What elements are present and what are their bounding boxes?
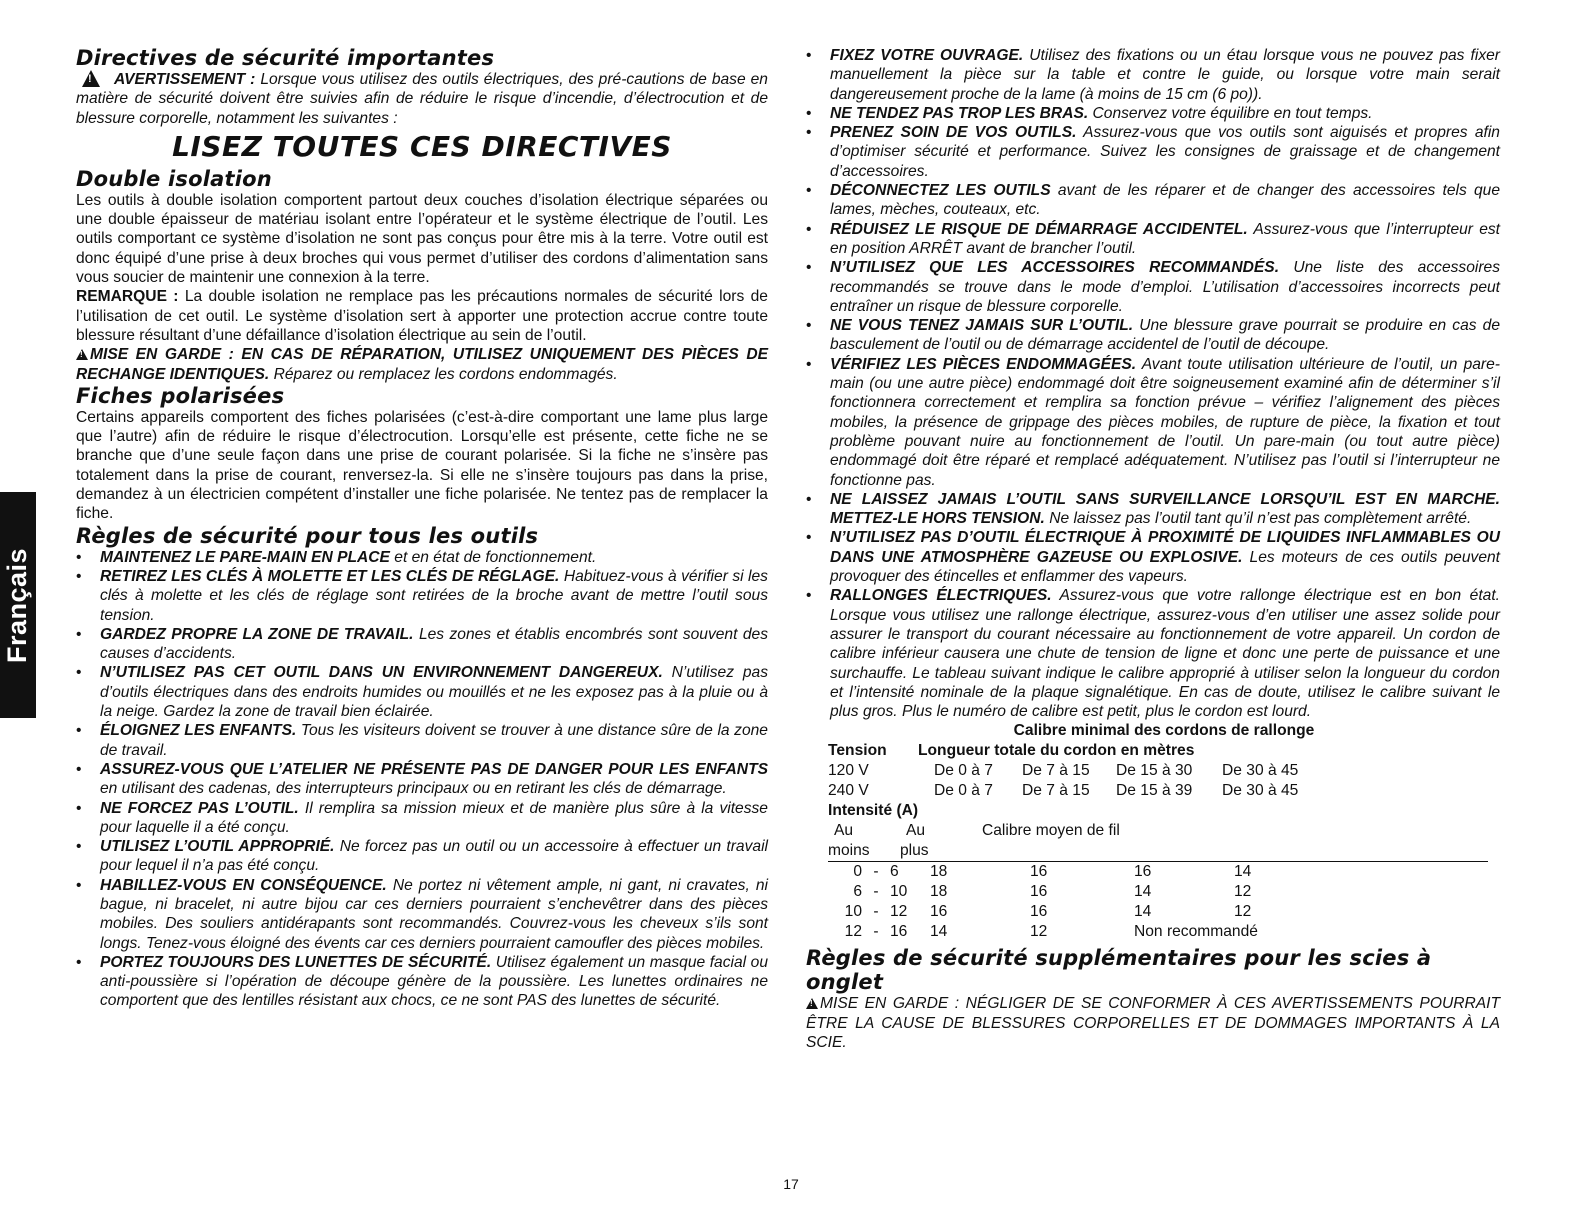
heading-regles-outils: Règles de sécurité pour tous les outils <box>76 523 539 548</box>
rule-bold: N’UTILISEZ QUE LES ACCESSOIRES RECOMMANDÉS. <box>830 259 1280 277</box>
amp-cell: 12 <box>844 923 862 941</box>
rule-bold: NE TENDEZ PAS TROP LES BRAS. <box>830 104 1089 122</box>
au-label: Au <box>906 822 926 840</box>
rule-bold: HABILLEZ-VOUS EN CONSÉQUENCE. <box>100 876 387 894</box>
rule-text: Habituez-vous à vérifier si les clés à molette et les clés de réglage sont retirées de la broche avant de mettre l’outil sous tension. <box>100 567 768 624</box>
gauge-cell: 18 <box>930 863 948 881</box>
amp-cell: 0 <box>853 863 862 881</box>
longueur-header: Longueur totale du cordon en mètres <box>918 742 1195 760</box>
rule-bold: DÉCONNECTEZ LES OUTILS <box>830 182 1051 200</box>
rule-text: Assurez-vous que votre rallonge électrique est en bon état. Lorsque vous utilisez une rallonge électrique, assurez-vous d’en utiliser une assez solide pour assurer le transport du courant nécessaire au fonctionnement de votre appareil. Un cordon de calibre inférieur causera une chute de tension de ligne et donc une perte de puissance et une surchauffe. Le tableau suivant indique le calibre approprié à utiliser selon la longueur du cordon et l’intensité nominale de la plaque signalétique. En cas de doute, utilisez le calibre suivant le plus gros. Plus le numéro de calibre est petit, plus le cordon est lourd. <box>830 587 1500 721</box>
gauge-cell: 16 <box>1030 903 1048 921</box>
length-cell: De 7 à 15 <box>1022 782 1090 800</box>
length-cell: De 15 à 39 <box>1116 782 1193 800</box>
table-row <box>828 902 1500 922</box>
remarque-label: REMARQUE : <box>76 288 179 306</box>
left-column <box>76 46 768 1011</box>
voltage-cell: 240 V <box>828 782 869 800</box>
rule-bold: N’UTILISEZ PAS CET OUTIL DANS UN ENVIRONNEMENT DANGEREUX. <box>100 664 663 682</box>
remarque-paragraph <box>76 287 768 345</box>
rule-bold: RALLONGES ÉLECTRIQUES. <box>830 587 1052 605</box>
list-item <box>76 721 768 760</box>
plus-label: plus <box>900 842 929 860</box>
scies-warning-text: MISE EN GARDE : NÉGLIGER DE SE CONFORMER À CES AVERTISSEMENTS POURRAIT ÊTRE LA CAUSE DE BLESSURES CORPORELLES ET DE DOMMAGES IMPORTANTS À LA SCIE. <box>806 995 1500 1051</box>
list-item <box>806 258 1500 316</box>
list-item <box>76 567 768 625</box>
mise-en-garde-paragraph <box>76 345 768 384</box>
rule-text: Utilisez des fixations ou un étau lorsque vous ne pouvez pas fixer manuellement la pièce sur la table et contre le guide, ou lorsque votre main serait dangereusement proche de la lame (à moins de 15 cm (6 po)). <box>830 47 1500 103</box>
rule-text: avant de les réparer et de changer des accessoires tels que lames, mèches, couteaux, etc. <box>830 182 1500 219</box>
intensite-header: Intensité (A) <box>828 802 919 820</box>
au-label: Au <box>834 822 854 840</box>
list-item <box>806 220 1500 259</box>
gauge-cell: 16 <box>1030 883 1048 901</box>
length-cell: De 15 à 30 <box>1116 762 1193 780</box>
length-cell: De 30 à 45 <box>1222 782 1299 800</box>
rule-bold: GARDEZ PROPRE LA ZONE DE TRAVAIL. <box>100 625 414 643</box>
heading-fiches-polarisees: Fiches polarisées <box>76 383 285 408</box>
table-caption: Calibre minimal des cordons de rallonge <box>1013 722 1315 740</box>
gauge-cell: 12 <box>1234 903 1252 921</box>
rule-text: Il remplira sa mission mieux et de manière plus sûre à la vitesse pour laquelle il a été conçu. <box>100 799 768 836</box>
length-cell: De 0 à 7 <box>934 782 993 800</box>
voltage-cell: 120 V <box>828 762 869 780</box>
extension-cord-table <box>828 721 1500 942</box>
table-row <box>828 862 1500 882</box>
list-item <box>76 548 768 567</box>
rule-text: Ne portez ni vêtement ample, ni gant, ni cravates, ni bague, ni bracelet, ni autre bijou car ces derniers pourraient s’enchevêtrer dans des pièces mobiles. Des souliers antidérapants sont recommandés. Couvrez-vous les cheveux s’ils sont longs. Tenez-vous éloigné des évents car ces derniers pourraient camoufler des pièces mobiles. <box>100 876 768 952</box>
list-item <box>806 181 1500 220</box>
table-subheader-row <box>828 821 1500 841</box>
list-item <box>806 586 1500 721</box>
remarque-text: La double isolation ne remplace pas les précautions normales de sécurité lors de l’utilisation de cet outil. Le système d’isolation sert à apporter une protection accrue contre toute blessure résultant d’une défaillance d’isolation électrique au sein de l’outil. <box>76 288 768 344</box>
gauge-cell: 14 <box>1134 883 1152 901</box>
dash-cell: - <box>873 903 879 921</box>
gauge-cell: 16 <box>930 903 948 921</box>
rule-bold: PORTEZ TOUJOURS DES LUNETTES DE SÉCURITÉ. <box>100 953 492 971</box>
length-cell: De 0 à 7 <box>934 762 993 780</box>
rule-bold: RÉDUISEZ LE RISQUE DE DÉMARRAGE ACCIDENTEL. <box>830 220 1248 238</box>
dash-cell: - <box>873 923 879 941</box>
length-cell: De 30 à 45 <box>1222 762 1299 780</box>
list-item <box>806 355 1500 490</box>
rule-bold: NE FORCEZ PAS L’OUTIL. <box>100 799 299 817</box>
warning-triangle-icon <box>76 349 88 360</box>
left-rules-list <box>76 548 768 1011</box>
scies-warning-paragraph <box>806 994 1500 1052</box>
gauge-cell: 12 <box>1030 923 1048 941</box>
rule-text: Utilisez également un masque facial ou anti-poussière si l’opération de découpe génère de la poussière. Les lunettes ordinaires ne comportent que des lentilles résistant aux chocs, ce ne sont PAS des lunettes de sécurité. <box>100 953 768 1010</box>
rule-text: Les zones et établis encombrés sont souvent des causes d’accidents. <box>100 625 768 663</box>
list-item <box>76 837 768 876</box>
table-subheader-row <box>828 841 1500 861</box>
rule-text: Ne laissez pas l’outil tant qu’il n’est pas complètement arrêté. <box>1049 510 1472 528</box>
rule-bold: NE LAISSEZ JAMAIS L’OUTIL SANS SURVEILLANCE LORSQU’IL EST EN MARCHE. METTEZ-LE HORS TENSION. <box>830 490 1500 528</box>
heading-directives: Directives de sécurité importantes <box>76 46 495 70</box>
language-side-tab <box>0 492 36 718</box>
gauge-cell: 14 <box>1134 903 1152 921</box>
rule-text: Avant toute utilisation ultérieure de l’outil, un pare-main (ou une autre pièce) endommagé doit être soigneusement examiné afin de déterminer s’il fonctionnera correctement et remplira sa fonction prévue – vérifiez l’alignement des pièces mobiles, la présence de grippage des pièces mobiles, de rupture de pièce, la fixation et tout problème pouvant nuire au fonctionnement de l’outil. Un pare-main (ou tout autre pièce) endommagé doit être réparé et remplacé adéquatement. N’utilisez pas l’outil si l’interrupteur ne fonctionne pas. <box>830 355 1500 489</box>
rule-text: Assurez-vous que vos outils sont aiguisés et propres afin d’optimiser sécurité et performance. Suivez les consignes de graissage et de changement d’accessoires. <box>830 124 1500 180</box>
list-item <box>806 104 1500 123</box>
rule-bold: NE VOUS TENEZ JAMAIS SUR L’OUTIL. <box>830 317 1134 335</box>
list-item <box>806 528 1500 586</box>
rule-text: Assurez-vous que l’interrupteur est en position ARRÊT avant de brancher l’outil. <box>830 220 1500 257</box>
mise-en-garde-text: Réparez ou remplacez les cordons endommagés. <box>273 365 618 383</box>
rule-text: Les moteurs de ces outils peuvent provoquer des étincelles et enflammer des vapeurs. <box>830 548 1500 586</box>
gauge-cell: 12 <box>1234 883 1252 901</box>
table-row <box>828 882 1500 902</box>
amp-cell: 6 <box>890 863 899 881</box>
list-item <box>76 799 768 838</box>
heading-double-isolation: Double isolation <box>76 166 272 191</box>
right-rules-list <box>806 46 1500 721</box>
rule-bold: VÉRIFIEZ LES PIÈCES ENDOMMAGÉES. <box>830 355 1137 373</box>
page-number: 17 <box>783 1176 799 1192</box>
list-item <box>76 625 768 664</box>
rule-bold: PRENEZ SOIN DE VOS OUTILS. <box>830 124 1077 142</box>
gauge-cell: 16 <box>1134 863 1152 881</box>
gauge-cell: 18 <box>930 883 948 901</box>
length-cell: De 7 à 15 <box>1022 762 1090 780</box>
warning-triangle-icon <box>82 70 100 87</box>
heading-lisez: LISEZ TOUTES CES DIRECTIVES <box>172 129 672 163</box>
dash-cell: - <box>873 883 879 901</box>
rule-text: Une blessure grave pourrait se produire en cas de basculement de l’outil ou de démarrage accidentel de l’outil de découpe. <box>830 317 1500 354</box>
gauge-cell: 14 <box>1234 863 1252 881</box>
mise-en-garde-bold: MISE EN GARDE : EN CAS DE RÉPARATION, UTILISEZ UNIQUEMENT DES PIÈCES DE RECHANGE IDENTIQUES. <box>76 346 768 383</box>
rule-text: et en état de fonctionnement. <box>394 548 597 566</box>
list-item <box>806 123 1500 181</box>
avertissement-paragraph <box>76 70 768 128</box>
table-row <box>828 922 1500 942</box>
table-header-row <box>828 741 1500 761</box>
list-item <box>806 490 1500 529</box>
avertissement-label: AVERTISSEMENT : <box>114 71 256 88</box>
table-row <box>828 781 1500 801</box>
tension-header: Tension <box>828 742 887 760</box>
fiches-polarisees-text: Certains appareils comportent des fiches polarisées (c’est-à-dire comportant une lame plus large que l’autre) afin de réduire le risque d’électrocution. Lorsqu’elle est présente, cette fiche ne se branche que d’une seule façon dans une prise de courant polarisée. Si la fiche ne s’insère pas totalement dans la prise de courant, renversez-la. Si elle ne s’insère toujours pas dans la prise, demandez à un électricien compétent d’installer une fiche polarisée. Ne tentez pas de remplacer la fiche. <box>76 408 768 523</box>
list-item <box>76 663 768 721</box>
warning-triangle-icon <box>806 998 818 1009</box>
list-item <box>76 953 768 1011</box>
dash-cell: - <box>873 863 879 881</box>
gauge-cell: 16 <box>1030 863 1048 881</box>
rule-text: en utilisant des cadenas, des interrupteurs principaux ou en retirant les clés de démarrage. <box>100 780 727 798</box>
amp-cell: 12 <box>890 903 908 921</box>
list-item <box>76 876 768 953</box>
rule-bold: ASSUREZ-VOUS QUE L’ATELIER NE PRÉSENTE PAS DE DANGER POUR LES ENFANTS <box>100 760 768 778</box>
amp-cell: 10 <box>844 903 862 921</box>
rule-bold: UTILISEZ L’OUTIL APPROPRIÉ. <box>100 838 335 856</box>
gauge-cell: 14 <box>930 923 948 941</box>
calibre-header: Calibre moyen de fil <box>982 822 1120 840</box>
amp-cell: 10 <box>890 883 908 901</box>
language-label: Français <box>2 547 33 663</box>
list-item <box>806 316 1500 355</box>
table-row <box>828 761 1500 781</box>
amp-cell: 16 <box>890 923 908 941</box>
heading-scies-onglet: Règles de sécurité supplémentaires pour les scies à onglet <box>806 946 1432 995</box>
list-item <box>806 46 1500 104</box>
table-subheader-row <box>828 801 1500 821</box>
rule-bold: MAINTENEZ LE PARE-MAIN EN PLACE <box>100 548 390 566</box>
double-isolation-text: Les outils à double isolation comportent partout deux couches d’isolation électrique séparées ou une double épaisseur de matériau isolant entre l’opérateur et le système électrique de l’outil. Les outils comportant ce système d’isolation ne sont pas conçus pour être mis à la terre. Votre outil est donc équipé d’une prise à deux broches qui vous permet d’utiliser des cordons d’alimentation sans vous soucier de maintenir une connexion à la terre. <box>76 191 768 287</box>
rule-text: Une liste des accessoires recommandés se trouve dans le mode d’emploi. L’utilisation d’accessoires incorrects peut entraîner un risque de blessure corporelle. <box>830 259 1501 315</box>
rule-bold: FIXEZ VOTRE OUVRAGE. <box>830 47 1024 64</box>
rule-bold: ÉLOIGNEZ LES ENFANTS. <box>100 722 297 740</box>
right-column <box>806 46 1500 1052</box>
rule-bold: N’UTILISEZ PAS D’OUTIL ÉLECTRIQUE À PROXIMITÉ DE LIQUIDES INFLAMMABLES OU DANS UNE ATMOSPHÈRE GAZEUSE OU EXPLOSIVE. <box>830 529 1500 566</box>
moins-label: moins <box>828 842 870 860</box>
rule-text: N’utilisez pas d’outils électriques dans des endroits humides ou mouillés et ne les exposez pas à la pluie ou à la neige. Gardez la zone de travail bien éclairée. <box>100 664 768 721</box>
avertissement-text: Lorsque vous utilisez des outils électriques, des pré-cautions de base en matière de sécurité doivent être suivies afin de réduire le risque d’incendie, d’électrocution et de blessure corporelle, notamment les suivantes : <box>76 71 768 127</box>
rule-text: Tous les visiteurs doivent se trouver à une distance sûre de la zone de travail. <box>100 722 768 759</box>
amp-cell: 6 <box>853 883 862 901</box>
list-item <box>76 760 768 799</box>
gauge-cell: Non recommandé <box>1134 923 1258 941</box>
rule-text: Conservez votre équilibre en tout temps. <box>1092 104 1373 122</box>
rule-bold: RETIREZ LES CLÉS À MOLETTE ET LES CLÉS DE RÉGLAGE. <box>100 567 560 585</box>
rule-text: Ne forcez pas un outil ou un accessoire à effectuer un travail pour lequel il n’a pas été conçu. <box>100 838 768 875</box>
